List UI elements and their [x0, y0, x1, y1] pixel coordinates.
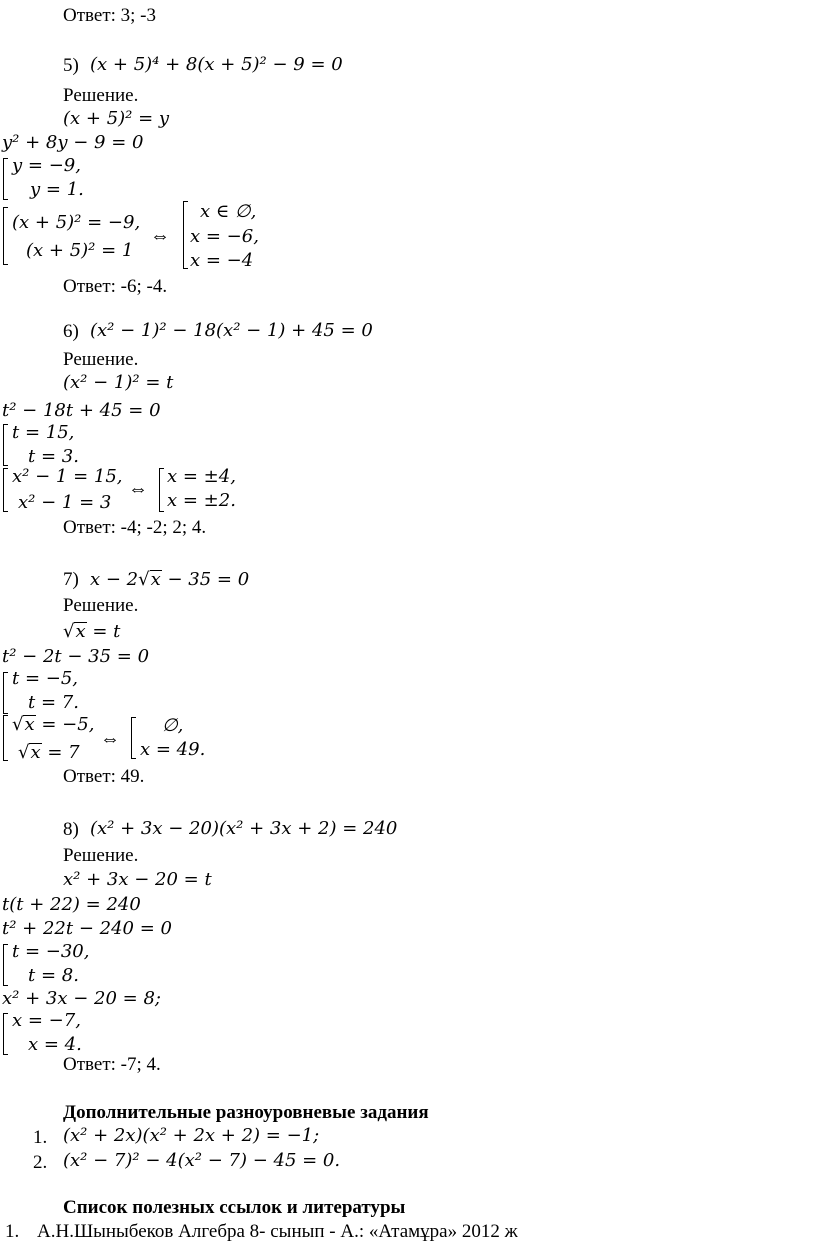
problem-8-backsub: x² + 3x − 20 = 8;	[2, 988, 161, 1009]
problem-8-result-1: x = −7,	[12, 1010, 81, 1031]
problem-6-result-1: x = ±4,	[167, 466, 236, 487]
problem-5-roots-bracket	[3, 158, 8, 200]
problem-7-backsub-bracket	[3, 715, 8, 761]
problem-5-equation: (x + 5)⁴ + 8(x + 5)² − 9 = 0	[90, 54, 343, 75]
problem-6-backsub-1: x² − 1 = 15,	[12, 466, 123, 487]
problem-7-quadratic: t² − 2t − 35 = 0	[2, 646, 150, 667]
problem-5-solution-label: Решение.	[63, 85, 139, 106]
problem-8-answer: Ответ: -7; 4.	[63, 1054, 161, 1075]
problem-7-number: 7)	[63, 569, 79, 590]
additional-task-2-number: 2.	[33, 1152, 48, 1173]
problem-5-result-3: x = −4	[190, 250, 254, 271]
problem-5-result-1: x ∈ ∅,	[200, 201, 257, 222]
problem-6-backsub-2: x² − 1 = 3	[18, 492, 112, 513]
problem-5-root-2: y = 1.	[30, 179, 84, 200]
problem-7-result-1: ∅,	[162, 715, 184, 736]
problem-5-result-2: x = −6,	[190, 226, 259, 247]
problem-6-root-2: t = 3.	[28, 446, 79, 467]
problem-5-number: 5)	[63, 55, 79, 76]
problem-6-quadratic: t² − 18t + 45 = 0	[2, 400, 161, 421]
problem-6-substitution: (x² − 1)² = t	[63, 372, 174, 393]
additional-task-1-number: 1.	[33, 1127, 48, 1148]
reference-1: А.Н.Шыныбеков Алгебра 8- сынып - А.: «Атамұра» 2012 ж	[37, 1221, 518, 1242]
additional-tasks-heading: Дополнительные разноуровневые задания	[63, 1102, 429, 1123]
references-heading: Список полезных ссылок и литературы	[63, 1197, 406, 1218]
problem-6-backsub-bracket	[3, 468, 8, 512]
answer-previous: Ответ: 3; -3	[63, 5, 157, 26]
problem-7-root-1: t = −5,	[12, 668, 79, 689]
problem-7-answer: Ответ: 49.	[63, 766, 145, 787]
problem-5-backsub-bracket	[3, 207, 8, 265]
problem-6-solution-label: Решение.	[63, 349, 139, 370]
problem-6-answer: Ответ: -4; -2; 2; 4.	[63, 517, 207, 538]
equivalence-symbol: ⇔	[128, 478, 148, 500]
problem-6-roots-bracket	[3, 424, 8, 466]
problem-5-backsub-1: (x + 5)² = −9,	[12, 212, 141, 233]
reference-1-number: 1.	[5, 1221, 20, 1242]
problem-7-equation: x − 2√x − 35 = 0	[90, 569, 250, 590]
problem-8-number: 8)	[63, 819, 79, 840]
problem-7-backsub-2: √x = 7	[18, 742, 80, 763]
problem-8-equation: (x² + 3x − 20)(x² + 3x + 2) = 240	[90, 818, 398, 839]
problem-5-substitution: (x + 5)² = y	[63, 108, 170, 129]
problem-7-roots-bracket	[3, 672, 8, 714]
problem-7-result-2: x = 49.	[140, 739, 206, 760]
problem-5-backsub-2: (x + 5)² = 1	[26, 240, 134, 261]
problem-7-substitution: √x = t	[63, 621, 121, 642]
equivalence-symbol: ⇔	[100, 728, 120, 750]
problem-7-backsub-1: √x = −5,	[12, 714, 95, 735]
problem-8-roots-bracket	[3, 944, 8, 986]
problem-8-root-1: t = −30,	[12, 941, 90, 962]
problem-8-substitution: x² + 3x − 20 = t	[63, 869, 212, 890]
problem-8-quadratic: t² + 22t − 240 = 0	[2, 918, 172, 939]
problem-8-solution-label: Решение.	[63, 845, 139, 866]
problem-6-root-1: t = 15,	[12, 422, 75, 443]
problem-8-root-2: t = 8.	[28, 965, 79, 986]
problem-7-solution-label: Решение.	[63, 595, 139, 616]
equivalence-symbol: ⇔	[150, 225, 170, 247]
problem-6-result-2: x = ±2.	[167, 490, 236, 511]
problem-5-results-bracket	[183, 201, 188, 269]
additional-task-2: (x² − 7)² − 4(x² − 7) − 45 = 0.	[63, 1150, 341, 1171]
problem-6-results-bracket	[159, 468, 164, 512]
problem-8-result-2: x = 4.	[28, 1034, 82, 1055]
problem-8-results-bracket	[3, 1013, 8, 1055]
problem-5-root-1: y = −9,	[12, 155, 81, 176]
additional-task-1: (x² + 2x)(x² + 2x + 2) = −1;	[63, 1125, 320, 1146]
problem-6-number: 6)	[63, 321, 79, 342]
problem-8-line-2: t(t + 22) = 240	[2, 894, 141, 915]
problem-7-root-2: t = 7.	[28, 692, 79, 713]
problem-6-equation: (x² − 1)² − 18(x² − 1) + 45 = 0	[90, 320, 373, 341]
problem-7-results-bracket	[131, 717, 136, 759]
problem-5-quadratic: y² + 8y − 9 = 0	[2, 132, 144, 153]
problem-5-answer: Ответ: -6; -4.	[63, 276, 168, 297]
